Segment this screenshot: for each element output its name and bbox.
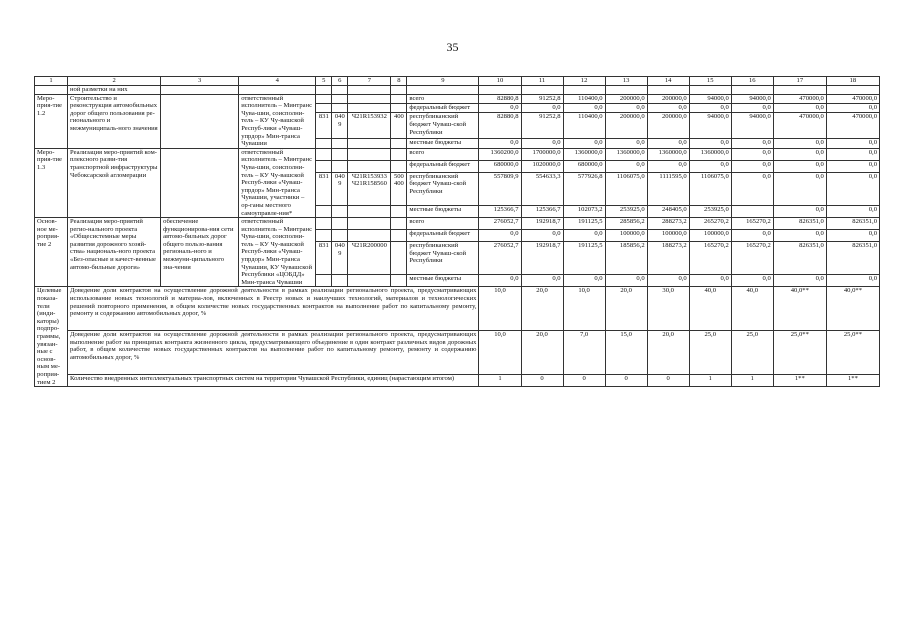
- amount-cell: 0,0: [563, 139, 605, 148]
- cell: [391, 148, 407, 160]
- cell: [316, 206, 332, 218]
- cell: [348, 94, 391, 103]
- cell: [348, 103, 391, 112]
- target-article-code: Ч21R153932: [348, 113, 391, 139]
- cell: [605, 86, 647, 95]
- cell: [316, 148, 332, 160]
- indicator-value: 40,0: [689, 287, 731, 331]
- indicator-text: Количество внедренных интеллектуальных транспортных систем на территории Чувашской Республики, единиц (нарастающим итогом): [68, 375, 479, 387]
- amount-cell: 0,0: [605, 139, 647, 148]
- amount-cell: 110400,0: [563, 113, 605, 139]
- amount-cell: 0,0: [826, 172, 879, 205]
- indicator-value: 10,0: [479, 331, 521, 375]
- amount-cell: 165270,2: [731, 218, 773, 230]
- expense-type-code: [391, 242, 407, 275]
- continuation-text: ной разметки на них: [68, 86, 161, 95]
- header-cell: 15: [689, 77, 731, 86]
- cell: [826, 86, 879, 95]
- cell: [332, 94, 348, 103]
- header-cell: 9: [407, 77, 479, 86]
- amount-cell: 94000,0: [689, 94, 731, 103]
- cell: [348, 206, 391, 218]
- indicator-value: 1: [479, 375, 521, 387]
- indicator-value: 10,0: [563, 287, 605, 331]
- amount-cell: 680000,0: [563, 160, 605, 172]
- amount-cell: 192918,7: [521, 218, 563, 230]
- amount-cell: 470000,0: [826, 94, 879, 103]
- amount-cell: 276052,7: [479, 242, 521, 275]
- indicator-value: 40,0**: [773, 287, 826, 331]
- indicator-value: 30,0: [647, 287, 689, 331]
- amount-cell: 0,0: [773, 160, 826, 172]
- amount-cell: 0,0: [731, 172, 773, 205]
- amount-cell: 248405,0: [647, 206, 689, 218]
- amount-cell: 192918,7: [521, 242, 563, 275]
- amount-cell: 0,0: [521, 275, 563, 287]
- cell: [316, 218, 332, 230]
- target-row: [35, 287, 880, 331]
- amount-cell: 0,0: [605, 275, 647, 287]
- amount-cell: 0,0: [563, 103, 605, 112]
- amount-cell: 0,0: [826, 206, 879, 218]
- cell: [332, 218, 348, 230]
- header-cell: 16: [731, 77, 773, 86]
- header-cell: 6: [332, 77, 348, 86]
- page-number: 35: [446, 40, 459, 54]
- cell: [332, 275, 348, 287]
- header-cell: 3: [161, 77, 239, 86]
- event-name: Реализация меро-приятий ком-плексного разви-тия транспортной инфраструктуры Чебоксарской агломерации: [68, 148, 161, 217]
- amount-cell: 0,0: [826, 148, 879, 160]
- amount-cell: 470000,0: [826, 113, 879, 139]
- header-cell: 4: [239, 77, 316, 86]
- amount-cell: 0,0: [647, 139, 689, 148]
- cell: [332, 139, 348, 148]
- amount-cell: 188273,2: [647, 242, 689, 275]
- indicator-text: Доведение доли контрактов на осуществление дорожной деятельности в рамках реализации регионального проекта, предусматривающих использование новых технологий и материа-лов, включенных в Реестр новых и наилучших технологий, материалов и технологических решений повторного применения, в общем количестве новых государственных контрактов на выполнение работ по капитальному ремонту, ремонту и содержанию автомобильных дорог, %: [68, 287, 479, 331]
- event-label: Меро-прия-тие 1.2: [35, 94, 68, 148]
- amount-cell: 0,0: [773, 148, 826, 160]
- cell: [348, 86, 391, 95]
- amount-cell: 0,0: [731, 103, 773, 112]
- amount-cell: 0,0: [826, 103, 879, 112]
- amount-cell: 0,0: [826, 275, 879, 287]
- header-cell: 13: [605, 77, 647, 86]
- amount-cell: 0,0: [731, 148, 773, 160]
- amount-cell: 200000,0: [647, 94, 689, 103]
- amount-cell: 100000,0: [647, 230, 689, 242]
- amount-cell: 470000,0: [773, 113, 826, 139]
- amount-cell: 1106075,0: [605, 172, 647, 205]
- expense-type-code: 400: [391, 113, 407, 139]
- grbs-code: 831: [316, 242, 332, 275]
- amount-cell: 0,0: [731, 139, 773, 148]
- funding-source: федеральный бюджет: [407, 160, 479, 172]
- grbs-code: 831: [316, 172, 332, 205]
- cell: [316, 230, 332, 242]
- section-code: 0409: [332, 172, 348, 205]
- cell: [391, 218, 407, 230]
- amount-cell: 826351,0: [773, 218, 826, 230]
- indicator-value: 25,0: [689, 331, 731, 375]
- amount-cell: 265270,2: [689, 218, 731, 230]
- cell: [316, 139, 332, 148]
- amount-cell: 0,0: [826, 139, 879, 148]
- indicator-value: 40,0**: [826, 287, 879, 331]
- cell: [348, 160, 391, 172]
- amount-cell: 288273,2: [647, 218, 689, 230]
- cell: [332, 206, 348, 218]
- amount-cell: 0,0: [479, 139, 521, 148]
- amount-cell: 91252,8: [521, 94, 563, 103]
- event-executor: ответственный исполнитель – Минтранс Чува-шии, соисполни-тель – КУ Чу-вашской Респуб-лики «Чуваш-упрдор» Мин-транса Чувашии, КУ Чувашской Республики «ЦОБДД» Мин-транса Чувашии: [239, 218, 316, 287]
- section-code: 0409: [332, 242, 348, 275]
- amount-cell: 0,0: [479, 230, 521, 242]
- event-goal: [161, 148, 239, 217]
- amount-cell: 1020000,0: [521, 160, 563, 172]
- header-cell: 10: [479, 77, 521, 86]
- cell: [316, 275, 332, 287]
- cell: [332, 160, 348, 172]
- funding-row: [35, 218, 880, 230]
- amount-cell: 165270,2: [731, 242, 773, 275]
- amount-cell: 680000,0: [479, 160, 521, 172]
- cell: [391, 86, 407, 95]
- funding-source: местные бюджеты: [407, 275, 479, 287]
- amount-cell: 577926,8: [563, 172, 605, 205]
- cell: [689, 86, 731, 95]
- amount-cell: 276052,7: [479, 218, 521, 230]
- indicator-value: 20,0: [521, 287, 563, 331]
- amount-cell: 0,0: [479, 275, 521, 287]
- cell: [348, 230, 391, 242]
- amount-cell: 0,0: [731, 160, 773, 172]
- amount-cell: [731, 206, 773, 218]
- indicator-value: 25,0**: [773, 331, 826, 375]
- amount-cell: 0,0: [647, 103, 689, 112]
- amount-cell: 94000,0: [689, 113, 731, 139]
- amount-cell: 285856,2: [605, 218, 647, 230]
- funding-source: республиканский бюджет Чуваш-ской Республики: [407, 172, 479, 205]
- cell: [407, 86, 479, 95]
- funding-row: [35, 94, 880, 103]
- cell: [391, 139, 407, 148]
- cell: [391, 160, 407, 172]
- amount-cell: 1360200,0: [479, 148, 521, 160]
- program-table: [34, 76, 880, 387]
- funding-source: всего: [407, 218, 479, 230]
- amount-cell: 125366,7: [479, 206, 521, 218]
- amount-cell: 165270,2: [689, 242, 731, 275]
- amount-cell: 826351,0: [773, 242, 826, 275]
- amount-cell: 0,0: [479, 103, 521, 112]
- header-cell: 14: [647, 77, 689, 86]
- header-cell: 2: [68, 77, 161, 86]
- header-cell: 8: [391, 77, 407, 86]
- indicator-value: 0: [647, 375, 689, 387]
- indicator-value: 40,0: [731, 287, 773, 331]
- cell: [773, 86, 826, 95]
- cell: [332, 148, 348, 160]
- funding-row: [35, 148, 880, 160]
- cell: [521, 86, 563, 95]
- indicator-value: 25,0**: [826, 331, 879, 375]
- indicator-value: 25,0: [731, 331, 773, 375]
- indicator-value: 1**: [773, 375, 826, 387]
- header-cell: 7: [348, 77, 391, 86]
- cell: [391, 94, 407, 103]
- funding-source: республиканский бюджет Чуваш-ской Республики: [407, 242, 479, 275]
- amount-cell: 1106075,0: [689, 172, 731, 205]
- header-cell: 18: [826, 77, 879, 86]
- target-article-code: Ч21R200000: [348, 242, 391, 275]
- amount-cell: 100000,0: [605, 230, 647, 242]
- amount-cell: 82880,8: [479, 94, 521, 103]
- amount-cell: 0,0: [689, 139, 731, 148]
- amount-cell: 94000,0: [731, 113, 773, 139]
- indicator-value: 20,0: [605, 287, 647, 331]
- cell: [391, 275, 407, 287]
- event-name: Строительство и реконструкция автомобильных дорог общего пользования ре-гионального и межмуниципаль-ного значения: [68, 94, 161, 148]
- cell: [647, 86, 689, 95]
- event-label: Меро-прия-тие 1.3: [35, 148, 68, 217]
- amount-cell: 0,0: [563, 275, 605, 287]
- funding-source: всего: [407, 148, 479, 160]
- amount-cell: 0,0: [689, 160, 731, 172]
- amount-cell: 0,0: [731, 275, 773, 287]
- amount-cell: 253925,0: [689, 206, 731, 218]
- header-cell: 1: [35, 77, 68, 86]
- amount-cell: 185856,2: [605, 242, 647, 275]
- amount-cell: 0,0: [689, 275, 731, 287]
- amount-cell: 0,0: [826, 160, 879, 172]
- amount-cell: 554633,3: [521, 172, 563, 205]
- amount-cell: 470000,0: [773, 94, 826, 103]
- amount-cell: 125366,7: [521, 206, 563, 218]
- funding-source: местные бюджеты: [407, 206, 479, 218]
- cell: [391, 206, 407, 218]
- cell: [563, 86, 605, 95]
- amount-cell: 0,0: [773, 206, 826, 218]
- amount-cell: 0,0: [773, 172, 826, 205]
- header-cell: 12: [563, 77, 605, 86]
- cell: [348, 218, 391, 230]
- amount-cell: 200000,0: [605, 94, 647, 103]
- amount-cell: 110400,0: [563, 94, 605, 103]
- amount-cell: 1360000,0: [605, 148, 647, 160]
- amount-cell: 200000,0: [605, 113, 647, 139]
- amount-cell: 0,0: [773, 139, 826, 148]
- amount-cell: 82880,8: [479, 113, 521, 139]
- cell: [161, 86, 239, 95]
- funding-source: республиканский бюджет Чуваш-ской Республики: [407, 113, 479, 139]
- continuation-row: [35, 86, 880, 95]
- header-cell: 11: [521, 77, 563, 86]
- indicator-value: 7,0: [563, 331, 605, 375]
- amount-cell: 1360000,0: [689, 148, 731, 160]
- amount-cell: 100000,0: [689, 230, 731, 242]
- header-row: [35, 77, 880, 86]
- amount-cell: 253925,0: [605, 206, 647, 218]
- amount-cell: 1360000,0: [647, 148, 689, 160]
- event-executor: ответственный исполнитель – Минтранс Чува-шии, соисполни-тель – КУ Чу-вашской Респуб-лики «Чуваш-упрдор» Мин-транса Чувашии: [239, 94, 316, 148]
- cell: [391, 230, 407, 242]
- indicator-value: 1: [689, 375, 731, 387]
- amount-cell: 191125,5: [563, 218, 605, 230]
- amount-cell: 1700000,0: [521, 148, 563, 160]
- amount-cell: 94000,0: [731, 94, 773, 103]
- event-goal: обеспечение функционирова-ния сети автомо-бильных дорог общего пользо-вания региональ-ного и межмуни-ципального зна-чения: [161, 218, 239, 287]
- event-name: Реализация меро-приятий регио-нального проекта «Общесистемные меры развития дорожного хозяй-ства» националь-ного проекта «Без-опасные и качест-венные автомо-бильные дороги»: [68, 218, 161, 287]
- event-goal: [161, 94, 239, 148]
- cell: [731, 86, 773, 95]
- amount-cell: 0,0: [773, 230, 826, 242]
- cell: [332, 230, 348, 242]
- header-cell: 5: [316, 77, 332, 86]
- cell: [348, 275, 391, 287]
- amount-cell: 0,0: [773, 275, 826, 287]
- section-code: 0409: [332, 113, 348, 139]
- cell: [348, 139, 391, 148]
- amount-cell: 102073,2: [563, 206, 605, 218]
- indicator-value: 10,0: [479, 287, 521, 331]
- indicator-value: 15,0: [605, 331, 647, 375]
- indicator-value: 20,0: [647, 331, 689, 375]
- indicator-text: Доведение доли контрактов на осуществление дорожной деятельности в рамках реализации регионального проекта, предусматривающих выполнение работ на принципах контракта жизненного цикла, предусматривающего объединение в один контракт различных видов дорожных работ, в общем количестве новых государственных контрактов на выполнение работ по капитальному ремонту, ремонту и содержанию автомобильных дорог, %: [68, 331, 479, 375]
- target-row: [35, 331, 880, 375]
- amount-cell: 0,0: [689, 103, 731, 112]
- cell: [316, 160, 332, 172]
- amount-cell: 0,0: [605, 160, 647, 172]
- amount-cell: 0,0: [647, 275, 689, 287]
- expense-type-code: 500 400: [391, 172, 407, 205]
- cell: [332, 103, 348, 112]
- amount-cell: 0,0: [521, 139, 563, 148]
- amount-cell: 826351,0: [826, 218, 879, 230]
- cell: [479, 86, 521, 95]
- grbs-code: 831: [316, 113, 332, 139]
- amount-cell: 1360000,0: [563, 148, 605, 160]
- event-label: Основ-ное ме-роприя-тие 2: [35, 218, 68, 287]
- amount-cell: 0,0: [521, 230, 563, 242]
- cell: [316, 103, 332, 112]
- funding-source: федеральный бюджет: [407, 230, 479, 242]
- cell: [35, 86, 68, 95]
- target-row: [35, 375, 880, 387]
- amount-cell: 0,0: [563, 230, 605, 242]
- indicator-value: 0: [605, 375, 647, 387]
- target-article-code: Ч21R153933 Ч21R158560: [348, 172, 391, 205]
- amount-cell: 0,0: [605, 103, 647, 112]
- amount-cell: 0,0: [521, 103, 563, 112]
- cell: [316, 94, 332, 103]
- funding-source: федеральный бюджет: [407, 103, 479, 112]
- header-cell: 17: [773, 77, 826, 86]
- amount-cell: 0,0: [731, 230, 773, 242]
- amount-cell: 0,0: [773, 103, 826, 112]
- cell: [391, 103, 407, 112]
- amount-cell: 826351,0: [826, 242, 879, 275]
- cell: [316, 86, 332, 95]
- event-executor: ответственный исполнитель – Минтранс Чува-шии, соисполни-тель – КУ Чу-вашской Респуб-лики «Чуваш-упрдор» Мин-транса Чувашии, участники – ор-ганы местного самоуправле-ния*: [239, 148, 316, 217]
- funding-source: всего: [407, 94, 479, 103]
- amount-cell: 0,0: [647, 160, 689, 172]
- indicator-value: 1**: [826, 375, 879, 387]
- indicator-value: 0: [563, 375, 605, 387]
- cell: [239, 86, 316, 95]
- cell: [332, 86, 348, 95]
- indicator-value: 0: [521, 375, 563, 387]
- targets-label: Целевые показа-тели (инди-каторы) подпро-граммы, увязан-ные с основ-ным ме-роприя-тием 2: [35, 287, 68, 387]
- indicator-value: 20,0: [521, 331, 563, 375]
- indicator-value: 1: [731, 375, 773, 387]
- amount-cell: 91252,8: [521, 113, 563, 139]
- amount-cell: 191125,5: [563, 242, 605, 275]
- amount-cell: 1111595,0: [647, 172, 689, 205]
- funding-source: местные бюджеты: [407, 139, 479, 148]
- cell: [348, 148, 391, 160]
- amount-cell: 0,0: [826, 230, 879, 242]
- amount-cell: 200000,0: [647, 113, 689, 139]
- amount-cell: 557809,9: [479, 172, 521, 205]
